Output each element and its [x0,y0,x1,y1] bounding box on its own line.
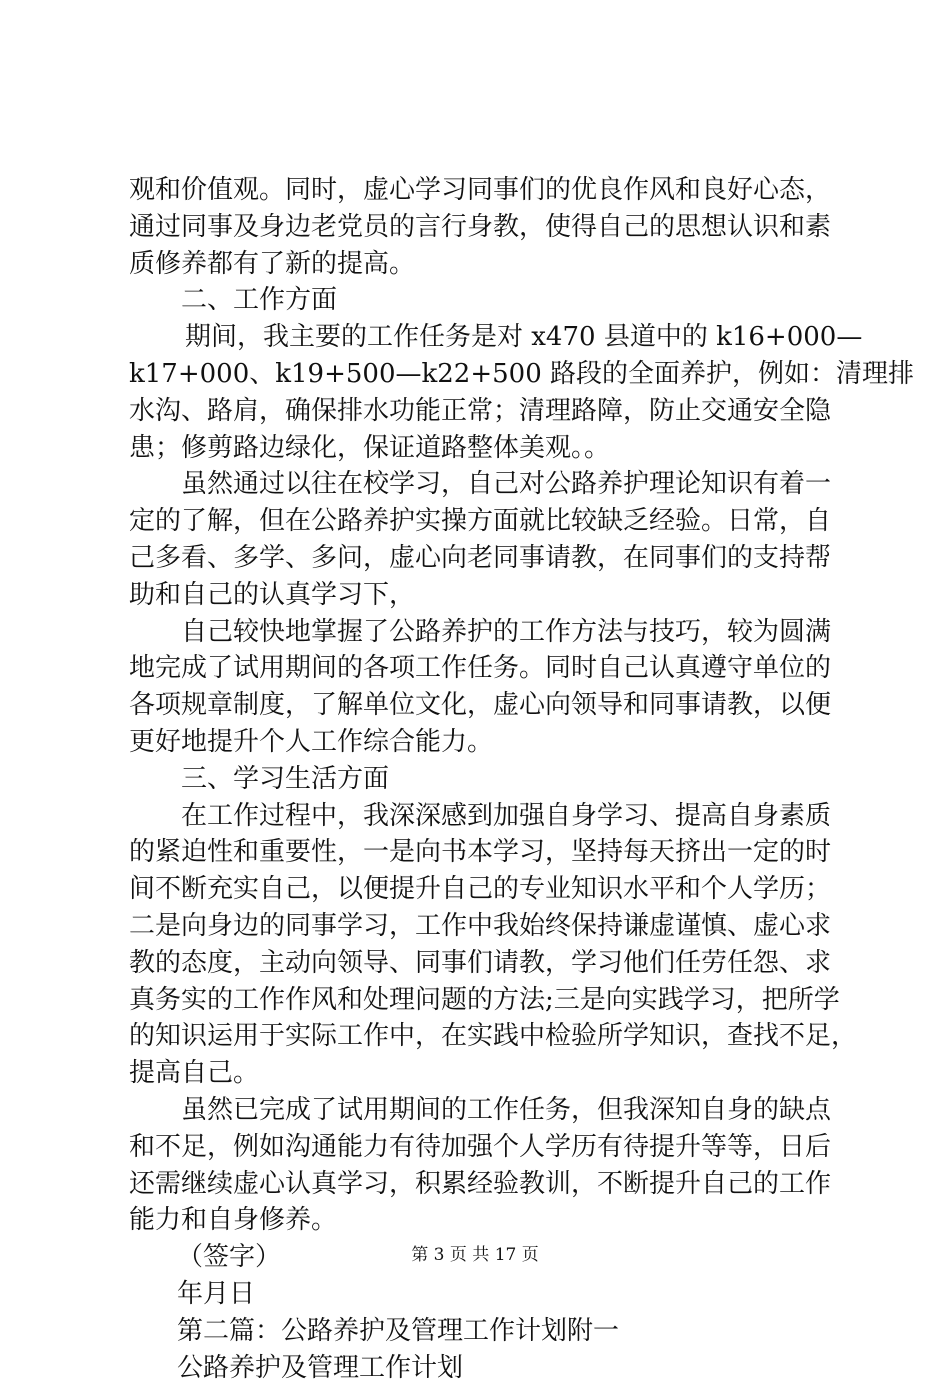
body-line: 观和价值观。同时，虚心学习同事们的优良作风和良好心态， [129,172,831,209]
section-heading: 三、学习生活方面 [129,761,831,798]
next-chapter-title: 第二篇：公路养护及管理工作计划附一 [129,1313,831,1350]
body-line: 间不断充实自己，以便提升自己的专业知识水平和个人学历； [129,871,831,908]
body-line: 助和自己的认真学习下， [129,577,831,614]
body-line: 教的态度，主动向领导、同事们请教，学习他们任劳任怨、求 [129,945,831,982]
body-line: 还需继续虚心认真学习，积累经验教训，不断提升自己的工作 [129,1166,831,1203]
body-line: 二是向身边的同事学习，工作中我始终保持谦虚谨慎、虚心求 [129,908,831,945]
body-line: 己多看、多学、多问，虚心向老同事请教，在同事们的支持帮 [129,540,831,577]
body-line: 真务实的工作作风和处理问题的方法;三是向实践学习，把所学 [129,982,831,1019]
body-line: 和不足，例如沟通能力有待加强个人学历有待提升等等，日后 [129,1129,831,1166]
body-line: 质修养都有了新的提高。 [129,246,831,283]
body-line: 定的了解，但在公路养护实操方面就比较缺乏经验。日常，自 [129,503,831,540]
body-line: 的知识运用于实际工作中，在实践中检验所学知识，查找不足， [129,1018,831,1055]
body-line: 虽然通过以往在校学习，自己对公路养护理论知识有着一 [129,466,831,503]
body-line: 虽然已完成了试用期间的工作任务，但我深知自身的缺点 [129,1092,831,1129]
section-heading: 二、工作方面 [129,282,831,319]
body-line: 期间，我主要的工作任务是对 x470 县道中的 k16+000— [129,319,831,356]
signature-label: （签字） [129,1239,831,1276]
body-line: 更好地提升个人工作综合能力。 [129,724,831,761]
body-line: 在工作过程中，我深深感到加强自身学习、提高自身素质 [129,798,831,835]
body-line: 自己较快地掌握了公路养护的工作方法与技巧，较为圆满 [129,614,831,651]
document-body [129,172,831,1386]
body-line: 提高自己。 [129,1055,831,1092]
body-line: 通过同事及身边老党员的言行身教，使得自己的思想认识和素 [129,209,831,246]
page-footer: 第 3 页 共 17 页 [0,1244,950,1266]
body-line: 水沟、路肩，确保排水功能正常；清理路障，防止交通安全隐 [129,393,831,430]
next-section-title: 公路养护及管理工作计划 [129,1350,831,1386]
body-line: 的紧迫性和重要性，一是向书本学习，坚持每天挤出一定的时 [129,834,831,871]
body-line: 能力和自身修养。 [129,1202,831,1239]
date-label: 年月日 [129,1276,831,1313]
body-line: 各项规章制度，了解单位文化，虚心向领导和同事请教，以便 [129,687,831,724]
body-line: k17+000、k19+500—k22+500 路段的全面养护，例如：清理排 [129,356,831,393]
body-line: 患；修剪路边绿化，保证道路整体美观。。 [129,430,831,467]
body-line: 地完成了试用期间的各项工作任务。同时自己认真遵守单位的 [129,650,831,687]
